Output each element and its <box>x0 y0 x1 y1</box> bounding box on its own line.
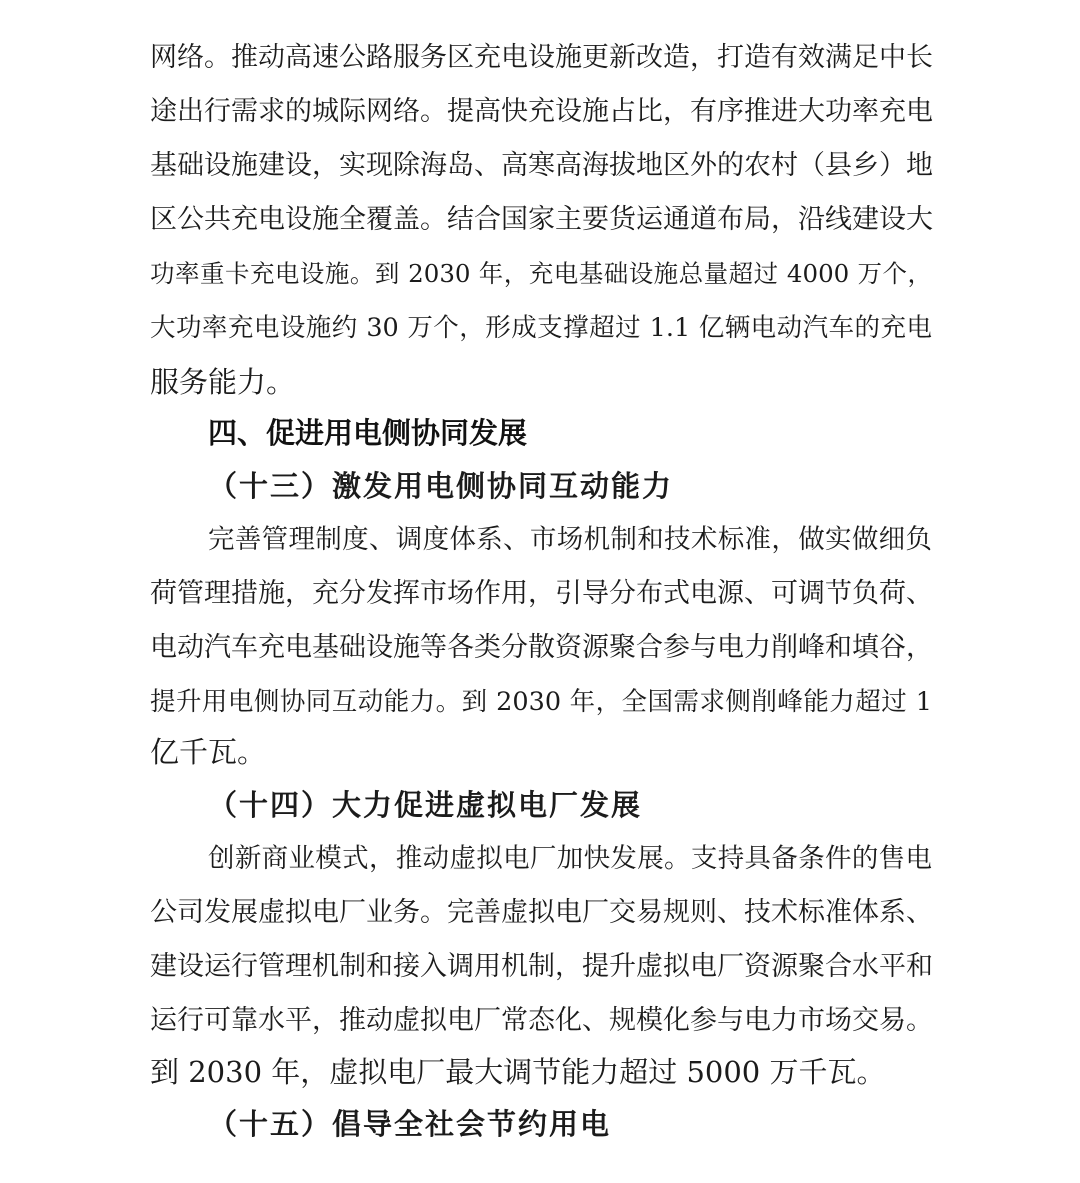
paragraph-line: 创新商业模式，推动虚拟电厂加快发展。支持具备条件的售电 <box>208 843 932 874</box>
subsection-heading: （十五）倡导全社会节约用电 <box>208 1107 612 1141</box>
paragraph-line: 公司发展虚拟电厂业务。完善虚拟电厂交易规则、技术标准体系、 <box>150 897 933 928</box>
paragraph-line: 荷管理措施，充分发挥市场作用，引导分布式电源、可调节负荷、 <box>150 578 933 609</box>
paragraph-line: 完善管理制度、调度体系、市场机制和技术标准，做实做细负 <box>208 524 932 555</box>
paragraph-line: 大功率充电设施约 30 万个，形成支撑超过 1.1 亿辆电动汽车的充电 <box>150 313 932 343</box>
paragraph-line: 提升用电侧协同互动能力。到 2030 年，全国需求侧削峰能力超过 1 <box>150 687 932 717</box>
paragraph-line: 途出行需求的城际网络。提高快充设施占比，有序推进大功率充电 <box>150 96 933 127</box>
paragraph-line: 运行可靠水平，推动虚拟电厂常态化、规模化参与电力市场交易。 <box>150 1005 933 1036</box>
subsection-heading: （十四）大力促进虚拟电厂发展 <box>208 788 643 822</box>
paragraph-line: 到 2030 年，虚拟电厂最大调节能力超过 5000 万千瓦。 <box>150 1055 886 1089</box>
paragraph-line: 基础设施建设，实现除海岛、高寒高海拔地区外的农村（县乡）地 <box>150 150 933 181</box>
paragraph-line: 网络。推动高速公路服务区充电设施更新改造，打造有效满足中长 <box>150 42 933 73</box>
paragraph-line: 亿千瓦。 <box>150 735 267 769</box>
paragraph-line: 电动汽车充电基础设施等各类分散资源聚合参与电力削峰和填谷， <box>150 632 933 663</box>
paragraph-line: 功率重卡充电设施。到 2030 年，充电基础设施总量超过 4000 万个， <box>150 259 932 288</box>
section-heading: 四、促进用电侧协同发展 <box>208 416 528 450</box>
paragraph-line: 区公共充电设施全覆盖。结合国家主要货运通道布局，沿线建设大 <box>150 204 933 235</box>
subsection-heading: （十三）激发用电侧协同互动能力 <box>208 469 674 503</box>
paragraph-line: 服务能力。 <box>150 365 296 399</box>
paragraph-line: 建设运行管理机制和接入调用机制，提升虚拟电厂资源聚合水平和 <box>150 951 933 982</box>
